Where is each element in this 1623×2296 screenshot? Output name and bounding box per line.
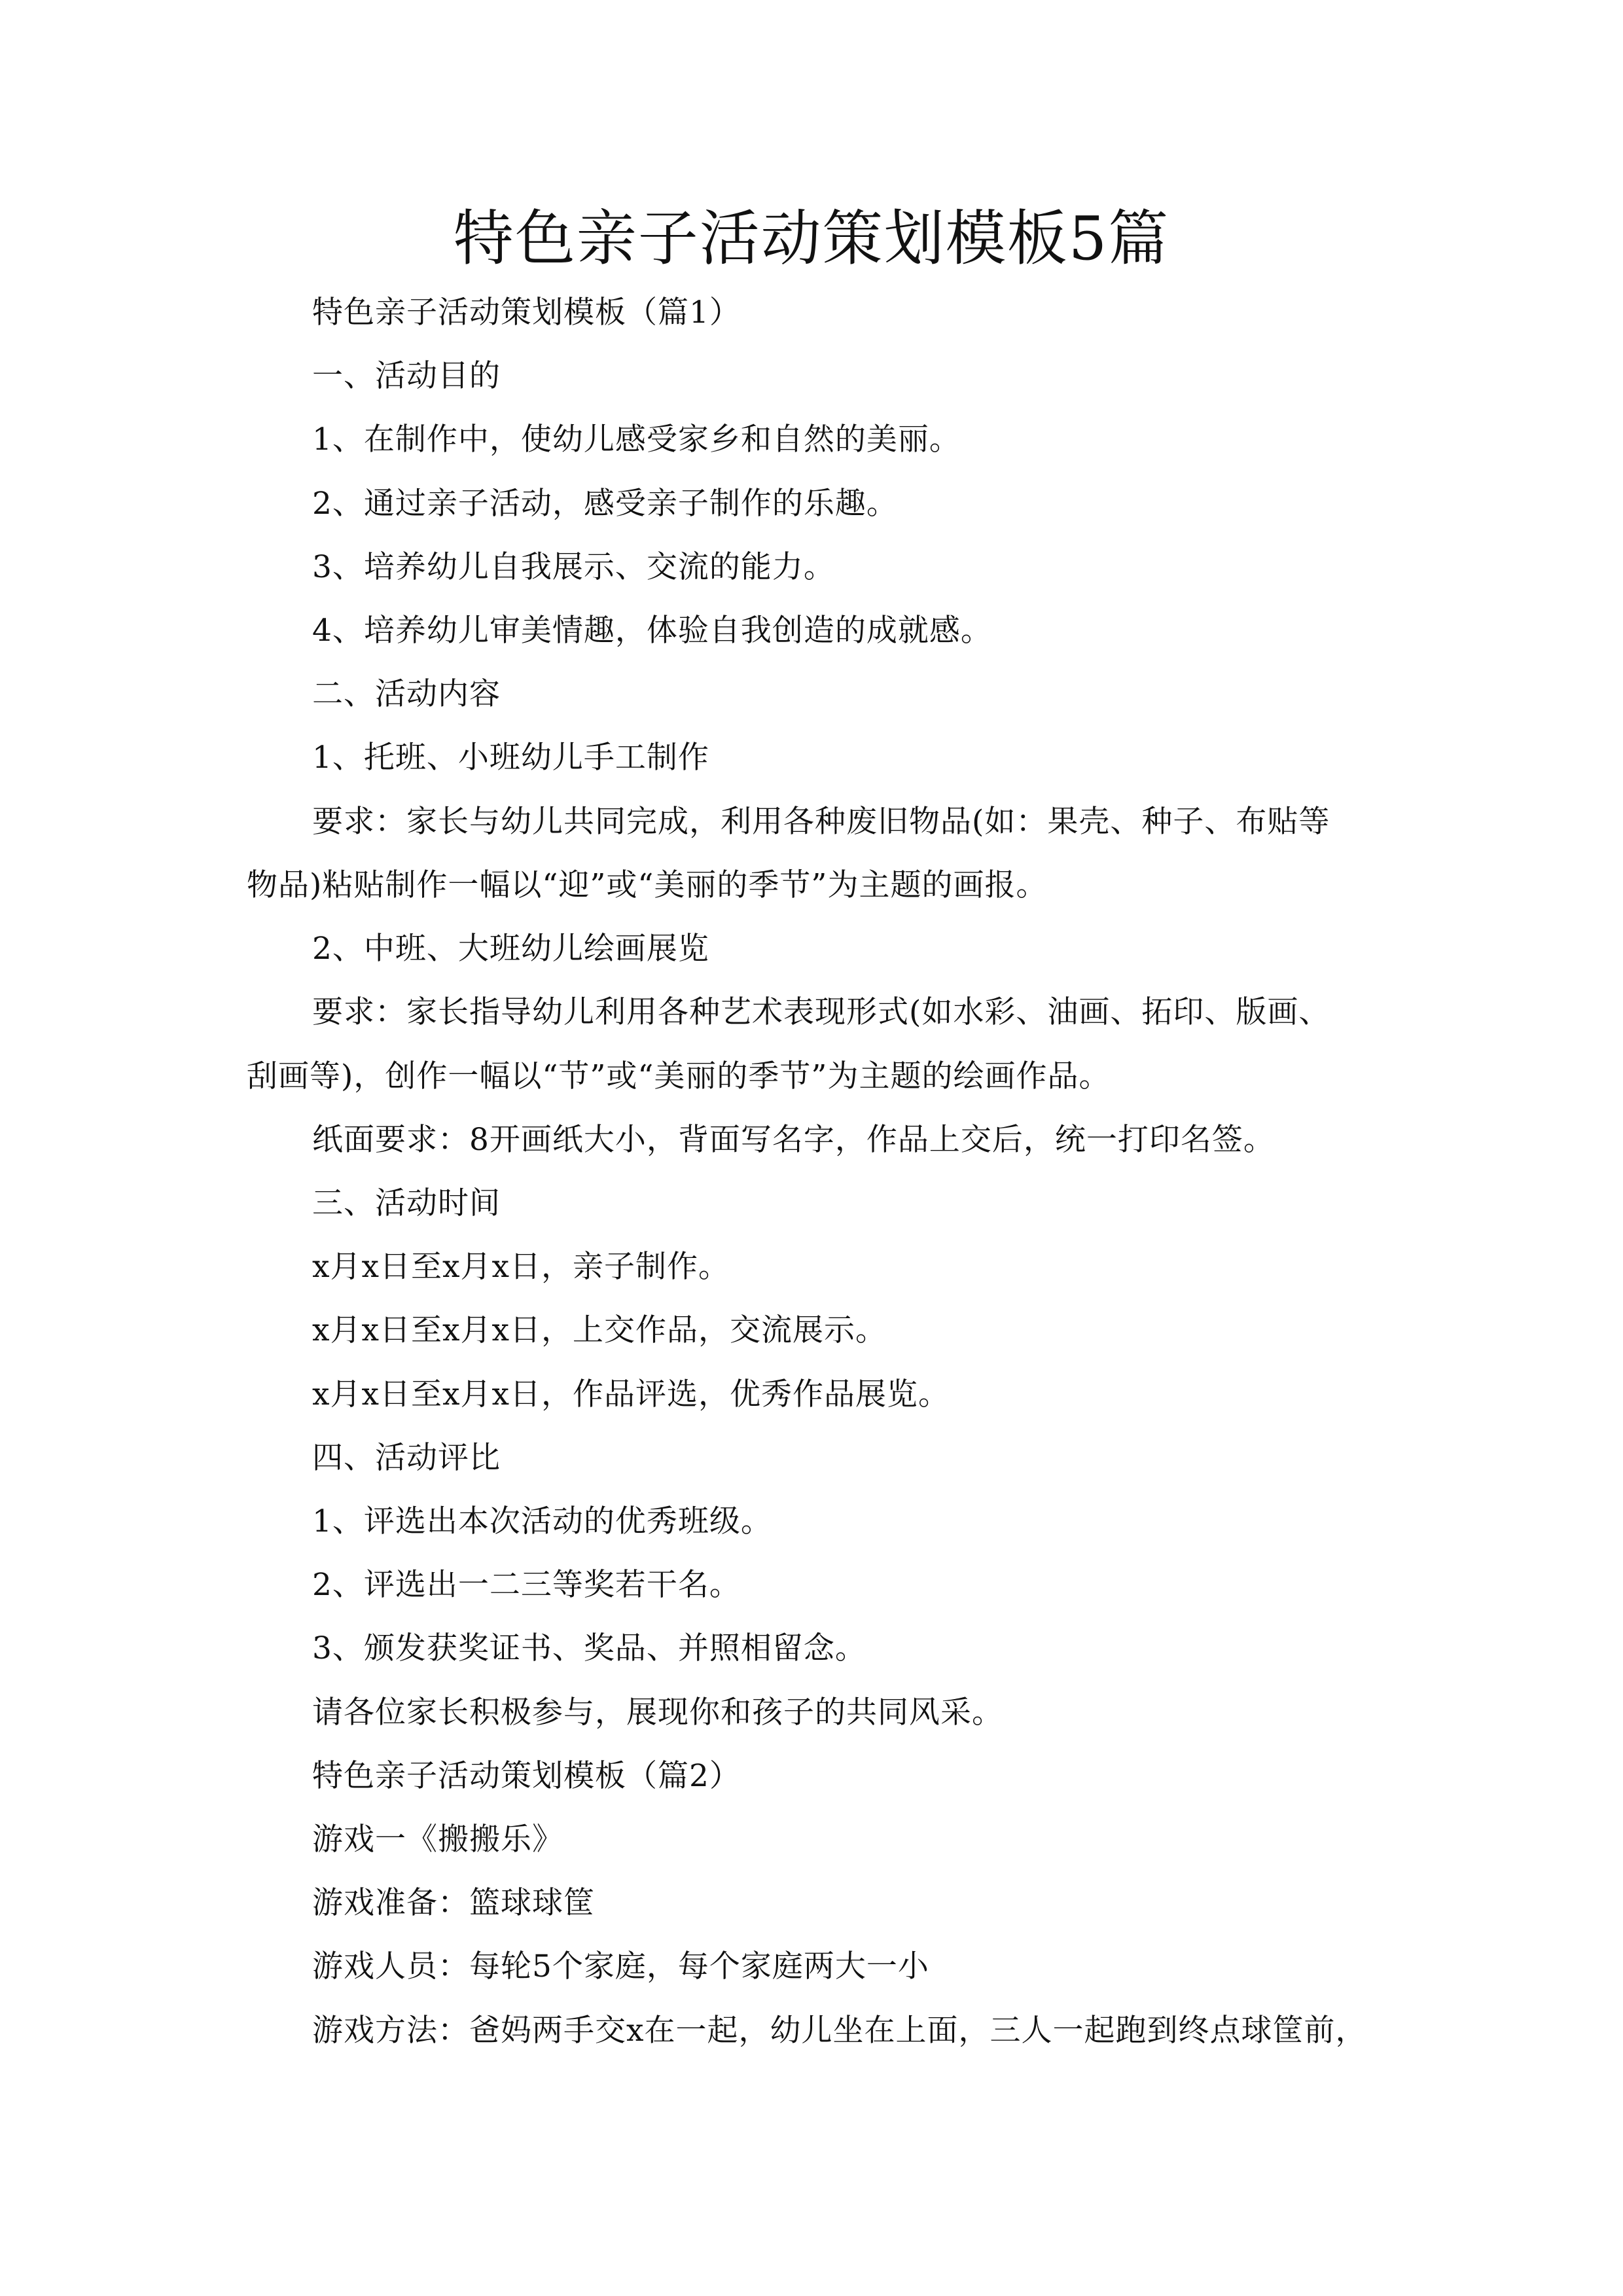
subheading: 三、活动时间: [312, 1185, 501, 1221]
paragraph: 游戏一《搬搬乐》: [312, 1821, 563, 1857]
paragraph: 3、颁发获奖证书、奖品、并照相留念。: [312, 1630, 866, 1666]
document-title: 特色亲子活动策划模板5篇: [453, 204, 1170, 274]
subheading: 一、活动目的: [312, 358, 501, 394]
paragraph-continuation: 物品)粘贴制作一幅以“迎”或“美丽的季节”为主题的画报。: [247, 867, 1048, 903]
paragraph: x月x日至x月x日，作品评选，优秀作品展览。: [312, 1376, 950, 1412]
paragraph: 游戏方法：爸妈两手交x在一起，幼儿坐在上面，三人一起跑到终点球筐前，: [312, 2013, 1367, 2049]
subheading: 四、活动评比: [312, 1440, 501, 1476]
paragraph: 1、评选出本次活动的优秀班级。: [312, 1503, 772, 1539]
paragraph: x月x日至x月x日，上交作品，交流展示。: [312, 1312, 887, 1348]
paragraph: 要求：家长指导幼儿利用各种艺术表现形式(如水彩、油画、拓印、版画、: [312, 994, 1330, 1030]
section-heading: 特色亲子活动策划模板（篇1）: [312, 295, 741, 331]
paragraph: 游戏人员：每轮5个家庭，每个家庭两大一小: [312, 1948, 929, 1984]
paragraph: 请各位家长积极参与，展现你和孩子的共同风采。: [312, 1695, 1003, 1731]
paragraph-continuation: 刮画等)，创作一幅以“节”或“美丽的季节”为主题的绘画作品。: [247, 1058, 1111, 1094]
paragraph: 1、托班、小班幼儿手工制作: [312, 740, 709, 776]
paragraph: 1、在制作中，使幼儿感受家乡和自然的美丽。: [312, 422, 961, 457]
paragraph: x月x日至x月x日，亲子制作。: [312, 1249, 730, 1285]
paragraph: 要求：家长与幼儿共同完成，利用各种废旧物品(如：果壳、种子、布贴等: [312, 804, 1330, 840]
paragraph: 2、中班、大班幼儿绘画展览: [312, 931, 709, 967]
paragraph: 4、培养幼儿审美情趣，体验自我创造的成就感。: [312, 613, 992, 649]
paragraph: 纸面要求：8开画纸大小，背面写名字，作品上交后，统一打印名签。: [312, 1122, 1275, 1158]
section-heading: 特色亲子活动策划模板（篇2）: [312, 1758, 741, 1794]
subheading: 二、活动内容: [312, 676, 501, 712]
paragraph: 3、培养幼儿自我展示、交流的能力。: [312, 549, 835, 585]
paragraph: 2、通过亲子活动，感受亲子制作的乐趣。: [312, 486, 898, 522]
paragraph: 游戏准备：篮球球筐: [312, 1885, 595, 1921]
paragraph: 2、评选出一二三等奖若干名。: [312, 1567, 741, 1603]
